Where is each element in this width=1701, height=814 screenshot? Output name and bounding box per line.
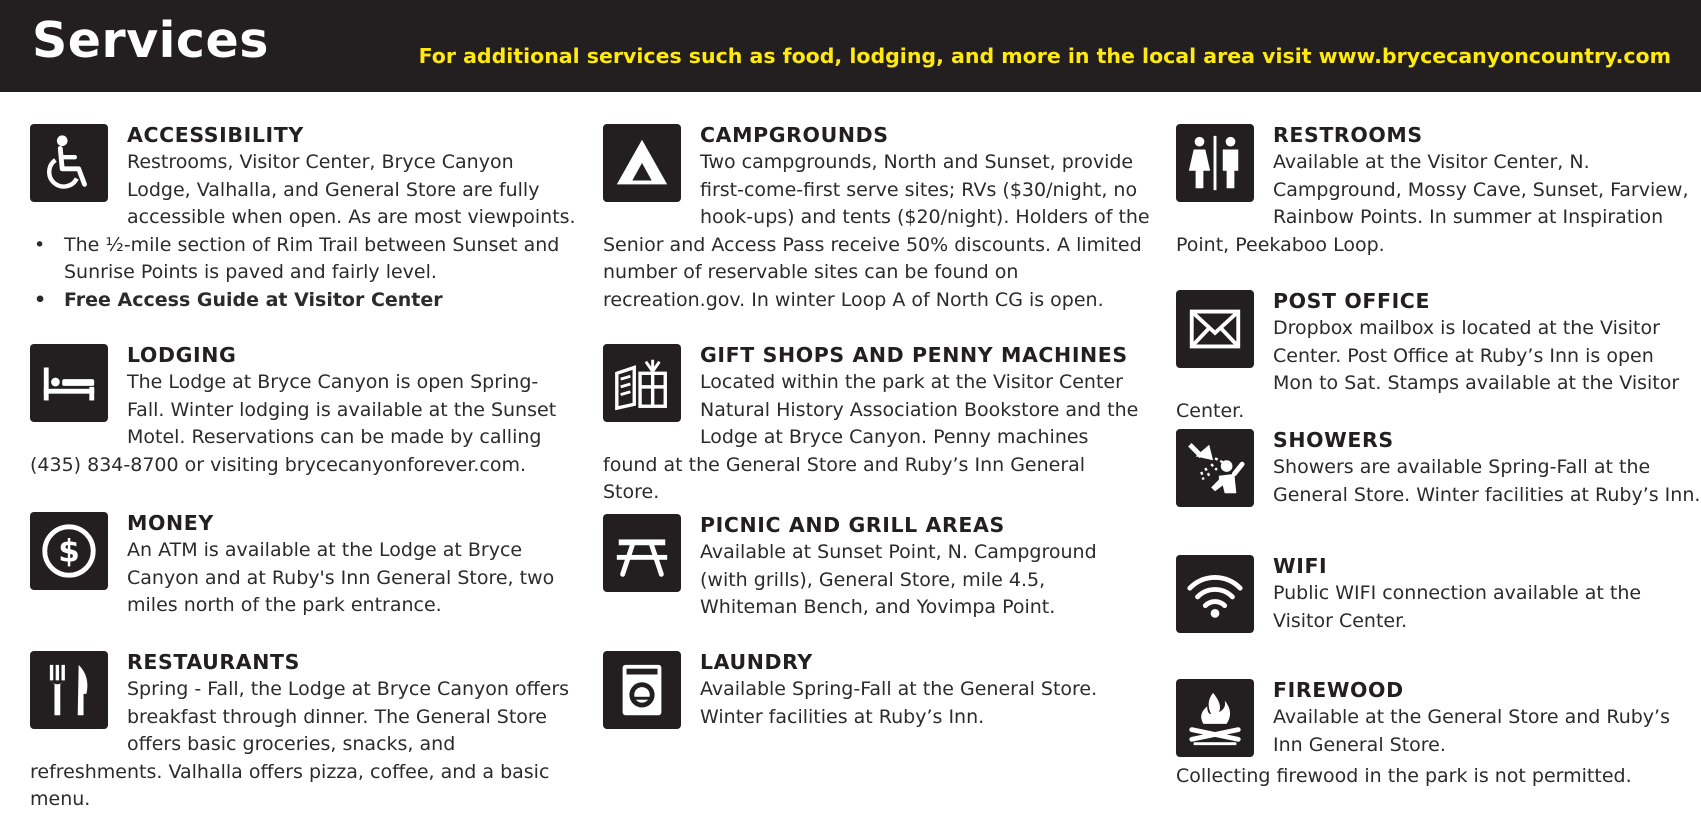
service-text: Located within the park at the Visitor Center Natural History Association Bookstore and the Lodge at Bryce Canyon. Penny machines found at the General Store and Ruby’s Inn General Store. xyxy=(603,371,1139,503)
service-text: Restrooms, Visitor Center, Bryce Canyon Lodge, Valhalla, and General Store are fully accessible when open. As are most viewpoints. xyxy=(127,151,576,228)
service-title: GIFT SHOPS AND PENNY MACHINES xyxy=(700,343,1128,367)
service-text: Available at Sunset Point, N. Campground (with grills), General Store, mile 4.5, Whiteman Bench, and Yovimpa Point. xyxy=(700,541,1097,618)
service-money xyxy=(30,512,570,620)
service-campgrounds xyxy=(603,124,1151,314)
fork-knife-icon xyxy=(30,651,108,729)
service-text: The Lodge at Bryce Canyon is open Spring-Fall. Winter lodging is available at the Sunset Motel. Reservations can be made by calling (435) 834-8700 or visiting brycecanyonforever.com. xyxy=(30,371,557,476)
shower-icon xyxy=(1176,429,1254,507)
service-picnic xyxy=(603,514,1143,622)
service-title: LODGING xyxy=(127,343,237,367)
restroom-icon xyxy=(1176,124,1254,202)
service-firewood xyxy=(1176,679,1696,791)
dollar-icon xyxy=(30,512,108,590)
campfire-icon xyxy=(1176,679,1254,757)
service-title: SHOWERS xyxy=(1273,428,1394,452)
service-text: Spring - Fall, the Lodge at Bryce Canyon offers breakfast through dinner. The General Store offers basic groceries, snacks, and refreshments. Valhalla offers pizza, coffee, and a basic menu. xyxy=(30,678,570,810)
bed-icon xyxy=(30,344,108,422)
service-gift-shops xyxy=(603,344,1143,507)
service-text: Available Spring-Fall at the General Store. Winter facilities at Ruby’s Inn. xyxy=(700,678,1098,728)
gift-book-icon xyxy=(603,344,681,422)
header-tagline: For additional services such as food, lodging, and more in the local area visit www.brycecanyoncountry.com xyxy=(418,44,1671,68)
service-text: Available at the Visitor Center, N. Campground, Mossy Cave, Sunset, Farview, Rainbow Points. In summer at Inspiration Point, Peekaboo Loop. xyxy=(1176,151,1689,256)
tent-icon xyxy=(603,124,681,202)
service-post-office xyxy=(1176,290,1696,425)
bullet-list xyxy=(30,232,578,315)
service-text: An ATM is available at the Lodge at Bryce Canyon and at Ruby's Inn General Store, two miles north of the park entrance. xyxy=(127,539,555,616)
service-wifi xyxy=(1176,555,1696,639)
service-accessibility xyxy=(30,124,578,314)
svg-text:$: $ xyxy=(58,533,80,570)
service-title: RESTROOMS xyxy=(1273,123,1423,147)
service-note: Collecting firewood in the park is not permitted. xyxy=(1176,765,1632,787)
list-item: • The ½-mile section of Rim Trail between Sunset and Sunrise Points is paved and fairly level. xyxy=(30,232,578,287)
page-title: Services xyxy=(32,12,269,69)
picnic-table-icon xyxy=(603,514,681,592)
service-restrooms xyxy=(1176,124,1701,259)
envelope-icon xyxy=(1176,290,1254,368)
service-text: Dropbox mailbox is located at the Visitor Center. Post Office at Ruby’s Inn is open Mon to Sat. Stamps available at the Visitor Center. xyxy=(1176,317,1680,422)
service-title: POST OFFICE xyxy=(1273,289,1431,313)
service-restaurants xyxy=(30,651,570,814)
service-title: PICNIC AND GRILL AREAS xyxy=(700,513,1005,537)
service-title: CAMPGROUNDS xyxy=(700,123,889,147)
washing-machine-icon xyxy=(603,651,681,729)
service-title: MONEY xyxy=(127,511,214,535)
service-text: Showers are available Spring-Fall at the General Store. Winter facilities at Ruby’s Inn. xyxy=(1273,456,1701,506)
service-text: Available at the General Store and Ruby’s Inn General Store. xyxy=(1273,706,1670,756)
services-header xyxy=(0,0,1701,92)
service-title: FIREWOOD xyxy=(1273,678,1404,702)
service-text: Public WIFI connection available at the Visitor Center. xyxy=(1273,582,1642,632)
service-title: RESTAURANTS xyxy=(127,650,300,674)
service-laundry xyxy=(603,651,1143,735)
list-item: • Free Access Guide at Visitor Center xyxy=(30,287,578,315)
service-title: ACCESSIBILITY xyxy=(127,123,304,147)
service-title: WIFI xyxy=(1273,554,1328,578)
wheelchair-icon xyxy=(30,124,108,202)
service-text: Two campgrounds, North and Sunset, provide first-come-first serve sites; RVs ($30/night, no hook-ups) and tents ($20/night). Holders of the Senior and Access Pass receive 50% discounts. A limited number of reservable sites can be found on recreation.gov. In winter Loop A of North CG is open. xyxy=(603,151,1150,311)
wifi-icon xyxy=(1176,555,1254,633)
service-lodging xyxy=(30,344,570,479)
service-title: LAUNDRY xyxy=(700,650,813,674)
service-showers xyxy=(1176,429,1701,513)
